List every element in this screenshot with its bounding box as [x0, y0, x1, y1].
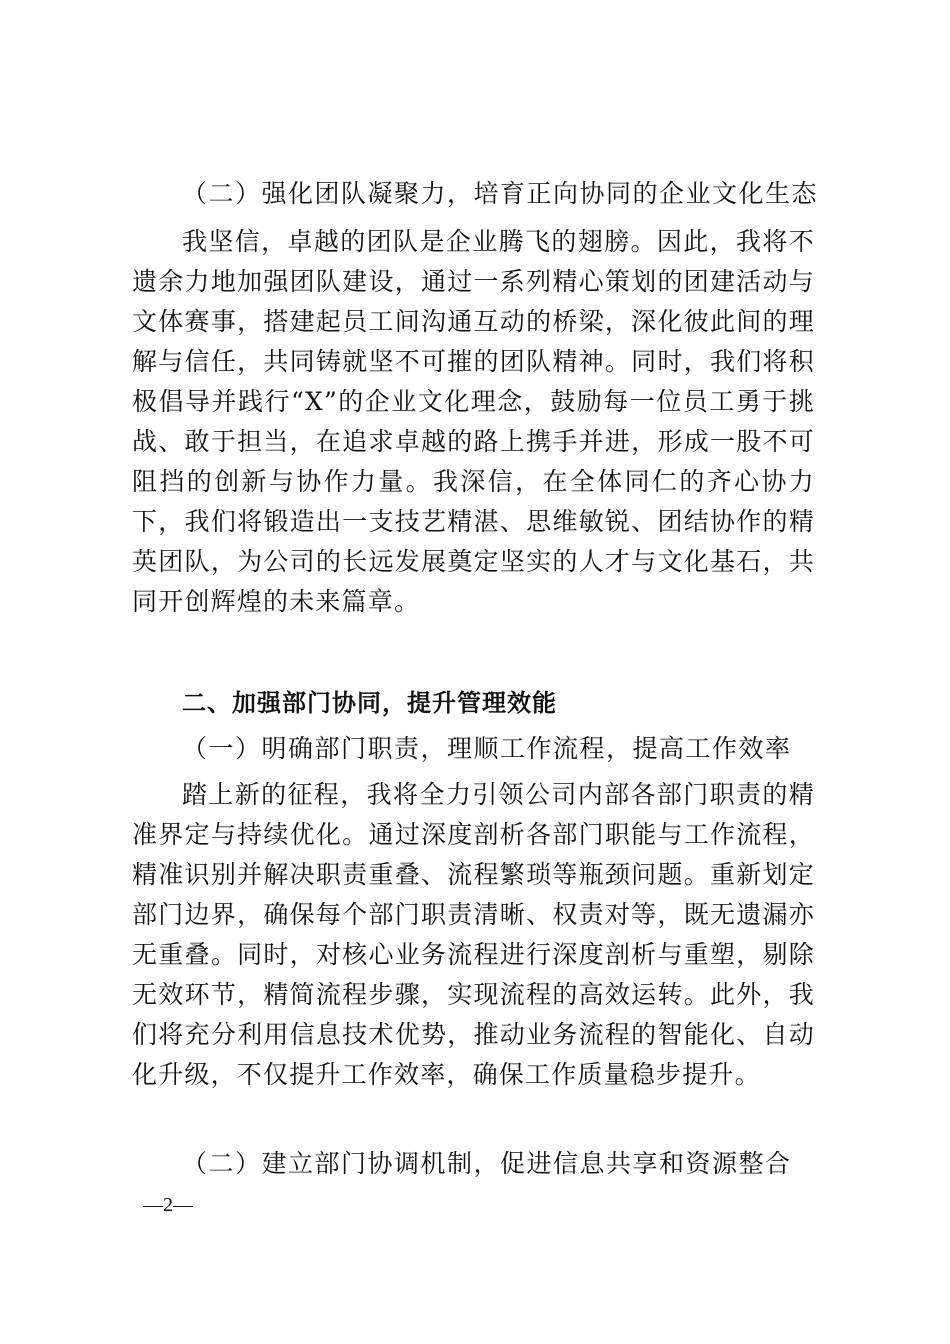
paragraph-responsibilities: 踏上新的征程，我将全力引领公司内部各部门职责的精准界定与持续优化。通过深度剖析各部门职能与工作流程，精准识别并解决职责重叠、流程繁琐等瓶颈问题。重新划定部门边界，确保每个部门职责清晰、权责对等，既无遗漏亦无重叠。同时，对核心业务流程进行深度剖析与重塑，剔除无效环节，精简流程步骤，实现流程的高效运转。此外，我们将充分利用信息技术优势，推动业务流程的智能化、自动化升级，不仅提升工作效率，确保工作质量稳步提升。	[132, 780, 815, 1089]
heading-department-coordination: 二、加强部门协同，提升管理效能	[182, 689, 557, 717]
subheading-coordination-mechanism: （二）建立部门协调机制，促进信息共享和资源整合	[182, 1149, 792, 1178]
paragraph-team-building: 我坚信，卓越的团队是企业腾飞的翅膀。因此，我将不遗余力地加强团队建设，通过一系列精心策划的团建活动与文体赛事，搭建起员工间沟通互动的桥梁，深化彼此间的理解与信任，共同铸就坚不可摧的团队精神。同时，我们将积极倡导并践行“X”的企业文化理念，鼓励每一位员工勇于挑战、敢于担当，在追求卓越的路上携手并进，形成一股不可阻挡的创新与协作力量。我深信，在全体同仁的齐心协力下，我们将锻造出一支技艺精湛、思维敏锐、团结协作的精英团队，为公司的长远发展奠定坚实的人才与文化基石，共同开创辉煌的未来篇章。	[132, 227, 815, 616]
subheading-clarify-responsibilities: （一）明确部门职责，理顺工作流程，提高工作效率	[182, 734, 792, 763]
page-number: —2—	[143, 1194, 193, 1216]
subheading-team-cohesion: （二）强化团队凝聚力，培育正向协同的企业文化生态	[182, 179, 819, 208]
